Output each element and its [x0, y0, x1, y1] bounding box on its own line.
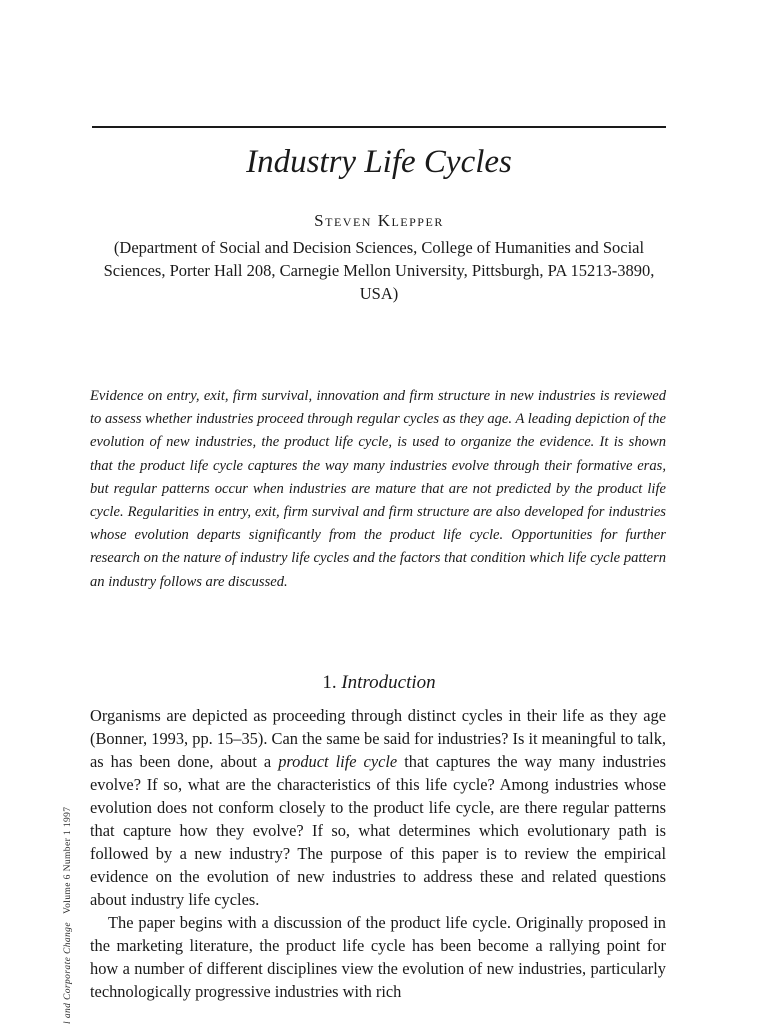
article-title: Industry Life Cycles — [246, 144, 512, 180]
paragraph-1-part-1: Organisms are depicted as proceeding through distinct cycles in their life as they age (Bonner, 1993, pp. 15–35). Can the same be said for industries? Is it meaningful to talk, as has been done, about a — [90, 706, 666, 771]
section-heading — [92, 670, 666, 696]
body-text — [90, 704, 666, 1003]
abstract: Evidence on entry, exit, firm survival, innovation and firm structure in new industries is reviewed to assess whether industries proceed through regular cycles as they age. A leading depiction of the evolution of new industries, the product life cycle, is used to organize the evidence. It is shown that the product life cycle captures the way many industries evolve through their formative eras, but regular patterns occur when industries are mature that are not predicted by the product life cycle. Regularities in entry, exit, firm survival and firm structure are also developed for industries whose evolution departs significantly from the product life cycle. Opportunities for further research on the nature of industry life cycles and the factors that condition which life cycle pattern an industry follows are discussed. — [90, 388, 666, 590]
section-number: 1. — [322, 672, 337, 693]
author-name: Steven Klepper — [314, 211, 444, 230]
paragraph-1-emphasis: product life cycle — [278, 752, 398, 771]
journal-margin-note — [62, 807, 74, 1024]
section-title: Introduction — [341, 672, 436, 693]
paragraph-2: The paper begins with a discussion of the product life cycle. Originally proposed in the marketing literature, the product life cycle has been become a rallying point for how a number of different disciplines view the evolution of new industries, particularly technologically progressive industries with rich — [90, 913, 666, 1001]
journal-name: l and Corporate Change — [63, 922, 73, 1024]
header-rule — [92, 126, 666, 128]
volume-info: Volume 6 Number 1 1997 — [63, 806, 73, 914]
paragraph-1-part-2: that captures the way many industries evolve? If so, what are the characteristics of this life cycle? Among industries whose evolution does not conform closely to the product life cycle, are there regular patterns that capture how they evolve? If so, what determines which evolutionary path is followed by a new industry? The purpose of this paper is to review the empirical evidence on the evolution of new industries to address these and related questions about industry life cycles. — [90, 752, 666, 909]
author-affiliation: (Department of Social and Decision Sciences, College of Humanities and Social Sciences, Porter Hall 208, Carnegie Mellon University, Pittsburgh, PA 15213-3890, USA) — [103, 238, 655, 303]
paragraph-1 — [90, 704, 666, 911]
